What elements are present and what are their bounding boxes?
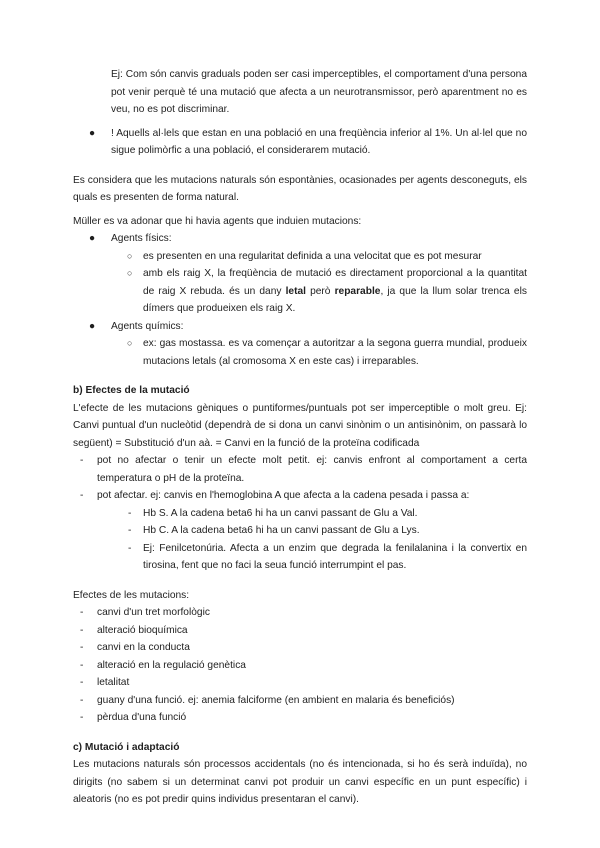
list-item — [127, 248, 527, 266]
list-item-text: pot no afectar o tenir un efecte molt petit. ej: canvis enfront al comportament a certa temperatura o pH de la proteïna. — [97, 455, 527, 484]
agents-list — [73, 230, 527, 370]
spontaneous-paragraph: Es considera que les mutacions naturals són espontànies, ocasionades per agents desconeguts, els quals es presenten de forma natural. — [73, 174, 527, 203]
list-item — [80, 604, 527, 622]
dash-marker: - — [80, 694, 84, 706]
dash-marker: - — [80, 490, 84, 501]
bullet-marker: ● — [89, 320, 96, 332]
document-body — [73, 66, 527, 809]
list-item — [80, 692, 527, 710]
circle-marker: ○ — [127, 250, 133, 261]
list-item-text: letalitat — [97, 677, 130, 688]
example-paragraph: Ej: Com són canvis graduals poden ser casi imperceptibles, el comportament d'una persona pot venir perquè té una mutació que afecta a un neurotransmissor, però aparentment no es veu, no es pot discriminar. — [111, 69, 527, 115]
effects-heading: Efectes de les mutacions: — [73, 589, 190, 601]
list-item-text: es presenten en una regularitat definida a una velocitat que es pot mesurar — [143, 250, 482, 262]
dash-marker: - — [80, 455, 84, 466]
dash-marker: - — [128, 525, 132, 536]
dash-marker: - — [80, 677, 84, 688]
list-item-text: amb els raig X, la freqüència de mutació es directament proporcional a la quantitat de raig X rebuda. és un dany — [143, 268, 527, 297]
bold-word-reparable: reparable — [334, 285, 381, 297]
circle-marker: ○ — [127, 338, 133, 348]
circle-marker: ○ — [127, 268, 133, 278]
list-item — [80, 452, 527, 487]
list-item — [80, 657, 527, 675]
list-item — [80, 674, 527, 692]
dash-marker: - — [128, 542, 132, 554]
mutation-effects-list — [73, 604, 527, 727]
list-item-text: Hb S. A la cadena beta6 hi ha un canvi passant de Glu a Val. — [143, 507, 418, 519]
list-item — [128, 505, 527, 523]
list-item — [89, 318, 527, 336]
list-item-text: Ej: Fenilcetonúria. Afecta a un enzim que degrada la fenilalanina i la convertix en tirosina, fent que no faci la seua funció interrumpint el pas. — [143, 542, 527, 571]
effects-dash-list — [73, 452, 527, 575]
muller-paragraph: Müller es va adonar que hi havia agents que induien mutacions: — [73, 215, 362, 227]
list-item — [127, 335, 527, 370]
dash-marker: - — [80, 642, 84, 653]
list-item — [128, 522, 527, 540]
word-pero: però — [310, 285, 331, 297]
list-item — [80, 639, 527, 657]
list-item-text: alteració bioquímica — [97, 624, 188, 636]
list-item — [128, 540, 527, 575]
list-item-text: ex: gas mostassa. es va començar a autoritzar a la segona guerra mundial, produeix mutacions letals (al cromosoma X en este cas) i irreparables. — [143, 338, 527, 367]
section-b-heading: b) Efectes de la mutació — [73, 385, 190, 396]
dash-marker: - — [80, 712, 84, 723]
dash-marker: - — [80, 607, 84, 618]
section-c-paragraph: Les mutacions naturals són processos accidentals (no és intencionada, si ho és serà induïda), no dirigits (no sabem si un determinat canvi pot produir un canvi específic en un punt específic) i aleatoris (no es pot predir quins individus presentaran el canvi). — [73, 759, 527, 805]
bold-word-letal: letal — [285, 285, 306, 297]
list-item-text: alteració en la regulació genètica — [97, 659, 246, 671]
list-item — [127, 265, 527, 318]
list-item — [89, 230, 527, 248]
list-item-text: pèrdua d'una funció — [97, 712, 187, 723]
list-item — [80, 487, 527, 505]
dash-marker: - — [80, 659, 84, 671]
section-c-heading: c) Mutació i adaptació — [73, 741, 180, 753]
list-item-text: ! Aquells al·lels que estan en una població en una freqüència inferior al 1%. Un al·lel que no sigue polimòrfic a una població, el considerarem mutació. — [111, 127, 527, 156]
list-item — [89, 125, 527, 160]
list-item-text: guany d'una funció. ej: anemia falciforme (en ambient en malaria és beneficiós) — [97, 694, 455, 706]
list-item-text: pot afectar. ej: canvis en l'hemoglobina A que afecta a la cadena pesada i passa a: — [97, 490, 470, 501]
list-item-text: Hb C. A la cadena beta6 hi ha un canvi passant de Glu a Lys. — [143, 525, 420, 536]
list-item-text: canvi d'un tret morfològic — [97, 607, 210, 618]
section-b-paragraph: L'efecte de les mutacions gèniques o puntiformes/puntuals pot ser imperceptible o molt greu. Ej: Canvi puntual d'un nucleòtid (dependrà de si dona un canvi sinònim o un antisinònim, on passarà lo següent) = Substitució d'un aà. = Canvi en la funció de la proteïna codificada — [73, 402, 527, 449]
chemical-agents-label: Agents químics: — [111, 320, 184, 332]
list-item-text: canvi en la conducta — [97, 642, 190, 653]
list-item-text-end: , ja que la llum solar trenca els dímers que produeixen els raig X. — [143, 285, 527, 314]
allele-bullet-list — [73, 125, 527, 160]
bullet-marker: ● — [89, 233, 96, 244]
bullet-marker: ● — [89, 127, 96, 139]
list-item — [80, 709, 527, 727]
physical-agents-label: Agents físics: — [111, 233, 172, 244]
dash-marker: - — [128, 507, 132, 519]
dash-marker: - — [80, 624, 84, 636]
list-item — [80, 622, 527, 640]
